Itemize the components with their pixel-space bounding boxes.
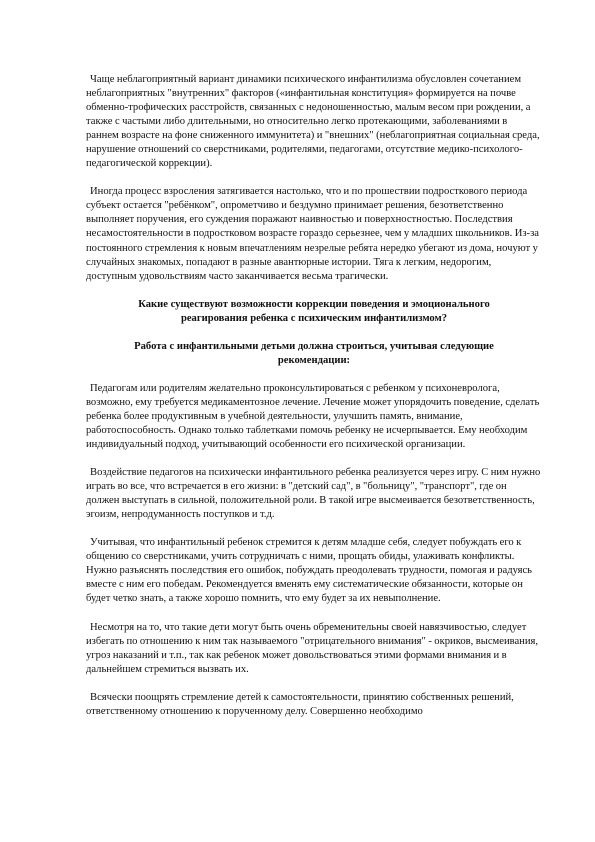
paragraph: Несмотря на то, что такие дети могут быть очень обременительны своей навязчивостью, следует избегать по отношению к ним так называемого "отрицательного внимания" - окриков, высмеивания, угроз наказаний и т.п., так как ребенок может довольствоваться этими формами внимания и в дальнейшем стремиться вызвать их.	[86, 621, 539, 675]
paragraph: Всячески поощрять стремление детей к самостоятельности, принятию собственных решений, ответственному отношению к порученному делу. Совершенно необходимо	[86, 691, 514, 717]
section-heading: Какие существуют возможности коррекции поведения и эмоционального реагирования ребенка с психическим инфантилизмом?	[138, 298, 490, 324]
section-subheading: Работа с инфантильными детьми должна строиться, учитывая следующие рекомендации:	[134, 340, 494, 366]
document-body	[86, 73, 542, 733]
paragraph: Педагогам или родителям желательно проконсультироваться с ребенком у психоневролога, возможно, ему требуется медикаментозное лечение. Лечение может упорядочить поведение, сделать ребенка более продуктивным в учебной деятельности, улучшить память, внимание, работоспособность. Однако только таблетками помочь ребенку не исчерпывается. Ему необходим индивидуальный подход, учитывающий особенности его психической организации.	[86, 382, 540, 451]
paragraph: Иногда процесс взросления затягивается настолько, что и по прошествии подросткового периода субъект остается "ребёнком", опрометчиво и бездумно принимает решения, безответственно выполняет поручения, его суждения поражают наивностью и поверхностностью. Последствия несамостоятельности в подростковом возрасте гораздо серьезнее, чем у младших школьников. Из-за постоянного стремления к новым впечатлениям незрелые ребята нередко убегают из дома, ночуют у случайных знакомых, попадают в разные авантюрные истории. Тяга к легким, недорогим, доступным удовольствиям часто заканчивается весьма трагически.	[86, 186, 539, 282]
paragraph: Учитывая, что инфантильный ребенок стремится к детям младше себя, следует побуждать его к общению со сверстниками, учить сотрудничать с ними, прощать обиды, улаживать конфликты. Нужно разъяснять последствия его ошибок, побуждать преодолевать трудности, помогая и радуясь вместе с ним его победам. Рекомендуется вменять ему систематические обязанности, которые он будет четко знать, а также хорошо помнить, что ему будет за их невыполнение.	[86, 537, 533, 605]
paragraph: Чаще неблагоприятный вариант динамики психического инфантилизма обусловлен сочетанием неблагоприятных "внутренних" факторов («инфантильная конституция» формируется на почве обменно-трофических расстройств, связанных с недоношенностью, малым весом при рождении, а также с частыми либо длительными, но относительно легко протекающими, заболеваниями в раннем возрасте на фоне сниженного иммунитета) и "внешних" (неблагоприятная социальная среда, нарушение отношений со сверстниками, родителями, педагогами, отсутствие медико-психолого-педагогической коррекции).	[86, 74, 540, 170]
paragraph: Воздействие педагогов на психически инфантильного ребенка реализуется через игру. С ним нужно играть во все, что встречается в его жизни: в "детский сад", в "больницу", "транспорт", где он должен выступать в сильной, положительной роли. В такой игре высмеивается безответственность, эгоизм, непродуманность поступков и т.д.	[86, 467, 541, 521]
